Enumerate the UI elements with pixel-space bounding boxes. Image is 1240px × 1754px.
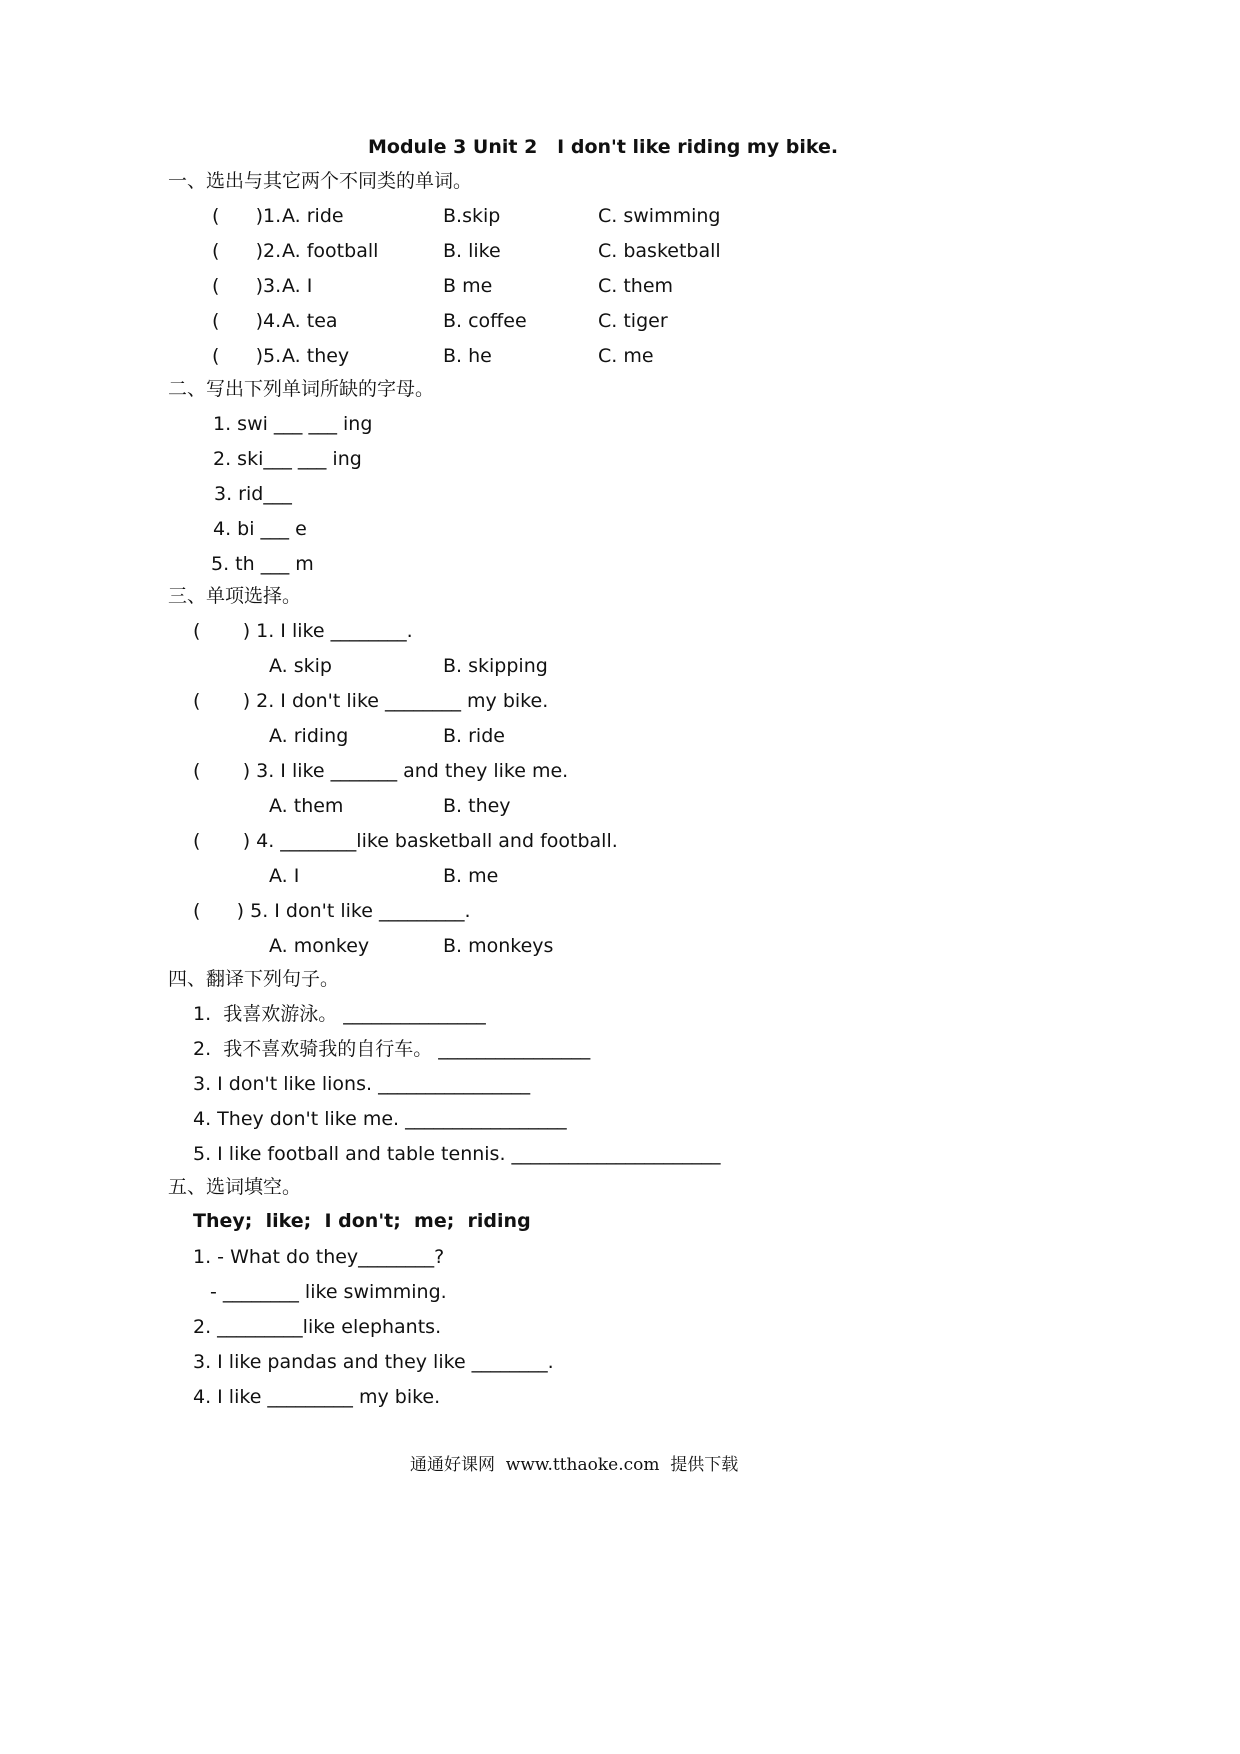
option-b: B. monkeys — [443, 935, 554, 957]
mc-question: ( ) 3. I like _______ and they like me. — [193, 760, 569, 782]
translation-item: 1. 我喜欢游泳。 _______________ — [193, 1003, 486, 1025]
section-2-heading: 二、写出下列单词所缺的字母。 — [168, 378, 435, 400]
mc-question: ( ) 4. ________like basketball and football. — [193, 830, 618, 852]
option-c: C. them — [598, 275, 674, 297]
fill-letter-item: 4. bi ___ e — [213, 518, 307, 540]
option-a: A. ride — [282, 205, 344, 227]
option-b: B me — [443, 275, 493, 297]
translation-item: 4. They don't like me. _________________ — [193, 1108, 567, 1130]
option-c: C. swimming — [598, 205, 721, 227]
mc-question: ( ) 5. I don't like _________. — [193, 900, 471, 922]
option-c: C. basketball — [598, 240, 721, 262]
option-b: B.skip — [443, 205, 501, 227]
translation-item: 3. I don't like lions. ________________ — [193, 1073, 531, 1095]
question-number: 4. — [263, 310, 282, 332]
question-number: 1. — [263, 205, 282, 227]
answer-bracket: ( ) — [212, 205, 264, 227]
fill-letter-item: 2. ski___ ___ ing — [213, 448, 362, 470]
option-c: C. tiger — [598, 310, 668, 332]
fill-blank-item: 4. I like _________ my bike. — [193, 1386, 441, 1408]
fill-letter-item: 1. swi ___ ___ ing — [213, 413, 373, 435]
fill-blank-item: 2. _________like elephants. — [193, 1316, 442, 1338]
option-a: A. they — [282, 345, 350, 367]
option-a: A. tea — [282, 310, 338, 332]
section-1-heading: 一、选出与其它两个不同类的单词。 — [168, 170, 473, 192]
option-b: B. me — [443, 865, 499, 887]
worksheet-title: Module 3 Unit 2 I don't like riding my bike. — [368, 136, 839, 158]
question-number: 5. — [263, 345, 282, 367]
fill-blank-item: 1. - What do they________? — [193, 1246, 445, 1268]
option-b: B. he — [443, 345, 492, 367]
option-a: A. I — [282, 275, 313, 297]
question-number: 2. — [263, 240, 282, 262]
fill-letter-item: 5. th ___ m — [211, 553, 314, 575]
option-c: C. me — [598, 345, 654, 367]
mc-question: ( ) 2. I don't like ________ my bike. — [193, 690, 549, 712]
answer-bracket: ( ) — [212, 345, 264, 367]
answer-bracket: ( ) — [212, 275, 264, 297]
section-3-heading: 三、单项选择。 — [168, 585, 302, 607]
option-b: B. ride — [443, 725, 505, 747]
fill-blank-item: 3. I like pandas and they like ________. — [193, 1351, 554, 1373]
footer-credit: 通通好课网 www.tthaoke.com 提供下载 — [410, 1455, 739, 1475]
option-a: A. riding — [269, 725, 349, 747]
option-a: A. them — [269, 795, 344, 817]
option-b: B. skipping — [443, 655, 548, 677]
section-5-heading: 五、选词填空。 — [168, 1176, 302, 1198]
option-a: A. football — [282, 240, 379, 262]
translation-item: 2. 我不喜欢骑我的自行车。 ________________ — [193, 1038, 591, 1060]
answer-bracket: ( ) — [212, 310, 264, 332]
option-b: B. coffee — [443, 310, 527, 332]
answer-bracket: ( ) — [212, 240, 264, 262]
option-b: B. they — [443, 795, 511, 817]
fill-letter-item: 3. rid___ — [214, 483, 292, 505]
question-number: 3. — [263, 275, 282, 297]
option-a: A. I — [269, 865, 300, 887]
option-a: A. skip — [269, 655, 332, 677]
translation-item: 5. I like football and table tennis. ______________________ — [193, 1143, 721, 1165]
option-b: B. like — [443, 240, 501, 262]
fill-blank-item: - ________ like swimming. — [210, 1281, 447, 1303]
word-bank: They; like; I don't; me; riding — [193, 1210, 531, 1232]
mc-question: ( ) 1. I like ________. — [193, 620, 413, 642]
option-a: A. monkey — [269, 935, 370, 957]
section-4-heading: 四、翻译下列句子。 — [168, 968, 340, 990]
